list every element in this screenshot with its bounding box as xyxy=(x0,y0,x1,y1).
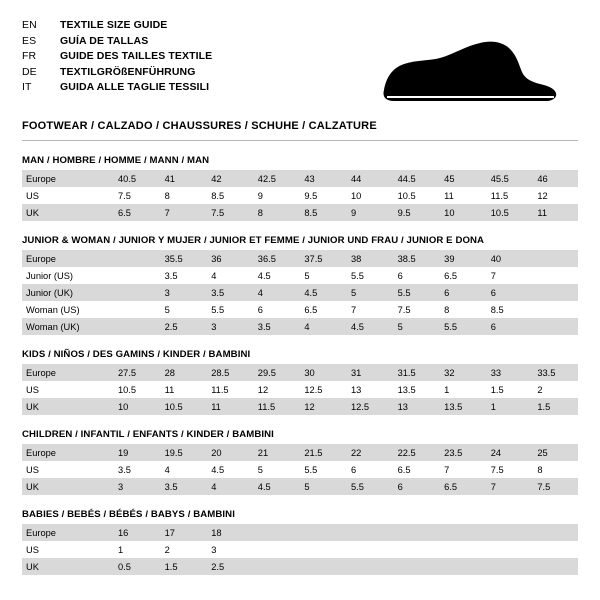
row-label: Europe xyxy=(22,524,112,541)
table-row xyxy=(22,318,578,335)
row-label: US xyxy=(22,541,112,558)
size-cell: 12 xyxy=(531,187,578,204)
table-row xyxy=(22,170,578,187)
size-cell: 6.5 xyxy=(112,204,159,221)
row-label: US xyxy=(22,187,112,204)
table-row xyxy=(22,250,578,267)
size-cell: 19.5 xyxy=(159,444,206,461)
size-cell: 9.5 xyxy=(392,204,439,221)
size-cell: 12.5 xyxy=(298,381,345,398)
size-group xyxy=(22,349,578,415)
size-table xyxy=(22,524,578,575)
size-cell: 6 xyxy=(392,478,439,495)
size-cell: 43 xyxy=(298,170,345,187)
size-cell: 5.5 xyxy=(345,478,392,495)
size-cell: 5 xyxy=(298,478,345,495)
row-label: Junior (UK) xyxy=(22,284,112,301)
size-cell: 9 xyxy=(252,187,299,204)
size-cell: 13.5 xyxy=(438,398,485,415)
size-cell: 10.5 xyxy=(112,381,159,398)
language-code: IT xyxy=(22,81,32,94)
size-cell: 5.5 xyxy=(345,267,392,284)
size-cell: 11 xyxy=(205,398,252,415)
language-row xyxy=(22,34,212,50)
size-cell: 7.5 xyxy=(205,204,252,221)
size-cell: 4 xyxy=(159,461,206,478)
size-cell: 7 xyxy=(485,267,532,284)
row-label: UK xyxy=(22,478,112,495)
size-cell: 10 xyxy=(112,398,159,415)
size-cell: 1 xyxy=(438,381,485,398)
table-row xyxy=(22,558,578,575)
row-label: UK xyxy=(22,204,112,221)
size-cell xyxy=(252,541,299,558)
size-cell: 2 xyxy=(531,381,578,398)
size-cell: 2.5 xyxy=(159,318,206,335)
size-cell xyxy=(531,301,578,318)
size-cell: 31.5 xyxy=(392,364,439,381)
size-cell: 21.5 xyxy=(298,444,345,461)
size-cell: 2 xyxy=(159,541,206,558)
row-label: US xyxy=(22,461,112,478)
language-guide-title: GUIDE DES TAILLES TEXTILE xyxy=(60,50,213,63)
size-cell: 10.5 xyxy=(485,204,532,221)
size-group-title: JUNIOR & WOMAN / JUNIOR Y MUJER / JUNIOR ET FEMME / JUNIOR UND FRAU / JUNIOR E DONA xyxy=(22,235,485,246)
size-cell: 12 xyxy=(298,398,345,415)
size-cell: 2.5 xyxy=(205,558,252,575)
size-cell xyxy=(298,558,345,575)
size-cell xyxy=(438,524,485,541)
size-group-title: CHILDREN / INFANTIL / ENFANTS / KINDER / BAMBINI xyxy=(22,429,274,440)
language-guide-title: TEXTILE SIZE GUIDE xyxy=(60,19,168,31)
size-cell: 9 xyxy=(345,204,392,221)
size-cell: 39 xyxy=(438,250,485,267)
size-cell: 18 xyxy=(205,524,252,541)
size-cell xyxy=(531,318,578,335)
size-cell xyxy=(112,284,159,301)
size-cell: 28.5 xyxy=(205,364,252,381)
language-title-table xyxy=(22,18,212,96)
size-cell: 13 xyxy=(345,381,392,398)
dress-shoe-icon xyxy=(370,38,560,108)
size-cell: 42.5 xyxy=(252,170,299,187)
size-cell xyxy=(438,558,485,575)
size-cell: 7.5 xyxy=(531,478,578,495)
size-cell: 36.5 xyxy=(252,250,299,267)
size-cell: 7.5 xyxy=(392,301,439,318)
size-cell: 7 xyxy=(485,478,532,495)
size-cell xyxy=(112,267,159,284)
header xyxy=(22,18,578,110)
size-cell: 3.5 xyxy=(112,461,159,478)
size-cell xyxy=(485,558,532,575)
row-label: Junior (US) xyxy=(22,267,112,284)
size-cell: 8.5 xyxy=(298,204,345,221)
size-cell xyxy=(345,524,392,541)
size-cell: 7.5 xyxy=(485,461,532,478)
size-cell: 5.5 xyxy=(392,284,439,301)
table-row xyxy=(22,541,578,558)
size-cell: 41 xyxy=(159,170,206,187)
size-cell: 25 xyxy=(531,444,578,461)
table-row xyxy=(22,381,578,398)
size-cell: 38 xyxy=(345,250,392,267)
size-cell xyxy=(298,541,345,558)
size-cell: 11 xyxy=(159,381,206,398)
size-cell: 3.5 xyxy=(159,267,206,284)
size-cell: 45 xyxy=(438,170,485,187)
category-title: FOOTWEAR / CALZADO / CHAUSSURES / SCHUHE / CALZATURE xyxy=(22,120,377,132)
size-cell: 12 xyxy=(252,381,299,398)
size-cell: 6 xyxy=(345,461,392,478)
table-row xyxy=(22,524,578,541)
row-label: Europe xyxy=(22,250,112,267)
size-group-title: BABIES / BEBÉS / BÉBÉS / BABYS / BAMBINI xyxy=(22,509,235,520)
size-cell: 38.5 xyxy=(392,250,439,267)
size-cell: 46 xyxy=(531,170,578,187)
size-cell: 4.5 xyxy=(298,284,345,301)
size-table xyxy=(22,170,578,221)
table-row xyxy=(22,364,578,381)
size-group xyxy=(22,235,578,335)
table-row xyxy=(22,267,578,284)
size-cell: 6 xyxy=(438,284,485,301)
size-cell: 6 xyxy=(485,318,532,335)
size-cell xyxy=(531,267,578,284)
size-cell: 1.5 xyxy=(485,381,532,398)
size-cell: 4.5 xyxy=(252,478,299,495)
size-cell: 5 xyxy=(252,461,299,478)
language-row xyxy=(22,49,212,65)
language-guide-title: GUIDA ALLE TAGLIE TESSILI xyxy=(60,81,210,94)
size-cell: 22.5 xyxy=(392,444,439,461)
size-cell xyxy=(112,318,159,335)
size-cell xyxy=(531,284,578,301)
size-cell: 7 xyxy=(345,301,392,318)
size-cell: 9.5 xyxy=(298,187,345,204)
size-cell: 8 xyxy=(252,204,299,221)
size-cell: 5.5 xyxy=(298,461,345,478)
row-label: Woman (US) xyxy=(22,301,112,318)
size-cell: 8 xyxy=(531,461,578,478)
size-table xyxy=(22,364,578,415)
size-cell: 21 xyxy=(252,444,299,461)
size-cell xyxy=(531,558,578,575)
size-cell: 3 xyxy=(205,541,252,558)
size-cell: 3.5 xyxy=(205,284,252,301)
row-label: Europe xyxy=(22,364,112,381)
size-cell: 4.5 xyxy=(252,267,299,284)
size-cell: 32 xyxy=(438,364,485,381)
size-cell: 6.5 xyxy=(392,461,439,478)
language-row xyxy=(22,18,212,34)
size-cell: 4 xyxy=(205,478,252,495)
size-cell: 6.5 xyxy=(438,478,485,495)
header-divider xyxy=(22,140,578,141)
size-cell: 22 xyxy=(345,444,392,461)
size-cell: 24 xyxy=(485,444,532,461)
size-cell: 6.5 xyxy=(298,301,345,318)
size-cell: 7 xyxy=(159,204,206,221)
size-cell: 6.5 xyxy=(438,267,485,284)
table-row xyxy=(22,461,578,478)
size-cell: 19 xyxy=(112,444,159,461)
size-cell: 7.5 xyxy=(112,187,159,204)
row-label: US xyxy=(22,381,112,398)
language-code: FR xyxy=(22,50,37,63)
size-group-title: KIDS / NIÑOS / DES GAMINS / KINDER / BAMBINI xyxy=(22,349,251,360)
row-label: Woman (UK) xyxy=(22,318,112,335)
size-group xyxy=(22,155,578,221)
row-label: UK xyxy=(22,558,112,575)
language-guide-title: GUÍA DE TALLAS xyxy=(60,34,149,47)
size-cell: 30 xyxy=(298,364,345,381)
size-group xyxy=(22,509,578,575)
row-label: Europe xyxy=(22,170,112,187)
size-cell: 1 xyxy=(112,541,159,558)
size-cell: 44 xyxy=(345,170,392,187)
size-cell: 27.5 xyxy=(112,364,159,381)
size-table xyxy=(22,444,578,495)
size-cell: 4.5 xyxy=(205,461,252,478)
size-cell: 3 xyxy=(112,478,159,495)
size-cell: 5 xyxy=(345,284,392,301)
size-cell: 37.5 xyxy=(298,250,345,267)
size-cell: 3 xyxy=(159,284,206,301)
size-cell: 42 xyxy=(205,170,252,187)
language-row xyxy=(22,80,212,96)
size-cell: 23.5 xyxy=(438,444,485,461)
size-cell xyxy=(438,541,485,558)
size-cell: 36 xyxy=(205,250,252,267)
size-cell: 5 xyxy=(159,301,206,318)
language-code: ES xyxy=(22,34,37,47)
size-cell xyxy=(298,524,345,541)
size-group-title: MAN / HOMBRE / HOMME / MANN / MAN xyxy=(22,155,210,166)
size-groups xyxy=(22,155,578,575)
size-cell: 5 xyxy=(392,318,439,335)
size-cell xyxy=(252,524,299,541)
size-cell: 31 xyxy=(345,364,392,381)
size-cell: 11.5 xyxy=(205,381,252,398)
size-cell: 6 xyxy=(392,267,439,284)
size-cell: 11.5 xyxy=(252,398,299,415)
size-cell: 13 xyxy=(392,398,439,415)
size-cell: 4 xyxy=(298,318,345,335)
size-cell xyxy=(345,558,392,575)
size-cell: 20 xyxy=(205,444,252,461)
size-cell: 6 xyxy=(252,301,299,318)
size-cell: 4 xyxy=(252,284,299,301)
size-cell: 11 xyxy=(531,204,578,221)
size-cell: 4.5 xyxy=(345,318,392,335)
size-cell xyxy=(531,250,578,267)
table-row xyxy=(22,398,578,415)
size-cell: 33 xyxy=(485,364,532,381)
size-cell: 8 xyxy=(159,187,206,204)
size-cell: 10 xyxy=(438,204,485,221)
size-cell: 40.5 xyxy=(112,170,159,187)
size-cell: 33.5 xyxy=(531,364,578,381)
language-code: EN xyxy=(22,19,37,31)
size-cell: 13.5 xyxy=(392,381,439,398)
size-cell: 12.5 xyxy=(345,398,392,415)
size-cell: 7 xyxy=(438,461,485,478)
table-row xyxy=(22,444,578,461)
size-cell: 3.5 xyxy=(159,478,206,495)
size-cell: 1.5 xyxy=(531,398,578,415)
size-cell: 16 xyxy=(112,524,159,541)
size-cell xyxy=(112,301,159,318)
size-cell: 0.5 xyxy=(112,558,159,575)
size-cell: 35.5 xyxy=(159,250,206,267)
size-cell: 45.5 xyxy=(485,170,532,187)
size-cell: 4 xyxy=(205,267,252,284)
size-cell: 29.5 xyxy=(252,364,299,381)
size-cell xyxy=(345,541,392,558)
size-cell: 5.5 xyxy=(205,301,252,318)
language-guide-title: TEXTILGRÖßENFÜHRUNG xyxy=(60,65,196,78)
language-rows xyxy=(22,18,212,96)
language-row xyxy=(22,65,212,81)
row-label: Europe xyxy=(22,444,112,461)
size-cell xyxy=(112,250,159,267)
table-row xyxy=(22,301,578,318)
size-cell xyxy=(531,541,578,558)
size-cell: 3.5 xyxy=(252,318,299,335)
size-cell: 5.5 xyxy=(438,318,485,335)
size-cell: 8.5 xyxy=(485,301,532,318)
size-cell: 10.5 xyxy=(392,187,439,204)
size-cell: 3 xyxy=(205,318,252,335)
size-cell: 5 xyxy=(298,267,345,284)
size-cell xyxy=(392,524,439,541)
table-row xyxy=(22,204,578,221)
size-cell: 8.5 xyxy=(205,187,252,204)
table-row xyxy=(22,478,578,495)
size-cell: 1.5 xyxy=(159,558,206,575)
size-group xyxy=(22,429,578,495)
size-cell: 17 xyxy=(159,524,206,541)
size-cell: 1 xyxy=(485,398,532,415)
size-cell: 11 xyxy=(438,187,485,204)
size-cell: 6 xyxy=(485,284,532,301)
language-code: DE xyxy=(22,65,37,78)
size-cell: 28 xyxy=(159,364,206,381)
size-cell xyxy=(485,541,532,558)
size-cell: 11.5 xyxy=(485,187,532,204)
table-row xyxy=(22,187,578,204)
size-cell xyxy=(392,541,439,558)
size-cell: 8 xyxy=(438,301,485,318)
size-cell xyxy=(531,524,578,541)
size-cell: 10.5 xyxy=(159,398,206,415)
size-cell xyxy=(392,558,439,575)
row-label: UK xyxy=(22,398,112,415)
size-cell: 10 xyxy=(345,187,392,204)
table-row xyxy=(22,284,578,301)
size-cell xyxy=(252,558,299,575)
size-cell: 40 xyxy=(485,250,532,267)
size-cell: 44.5 xyxy=(392,170,439,187)
size-cell xyxy=(485,524,532,541)
size-table xyxy=(22,250,578,335)
